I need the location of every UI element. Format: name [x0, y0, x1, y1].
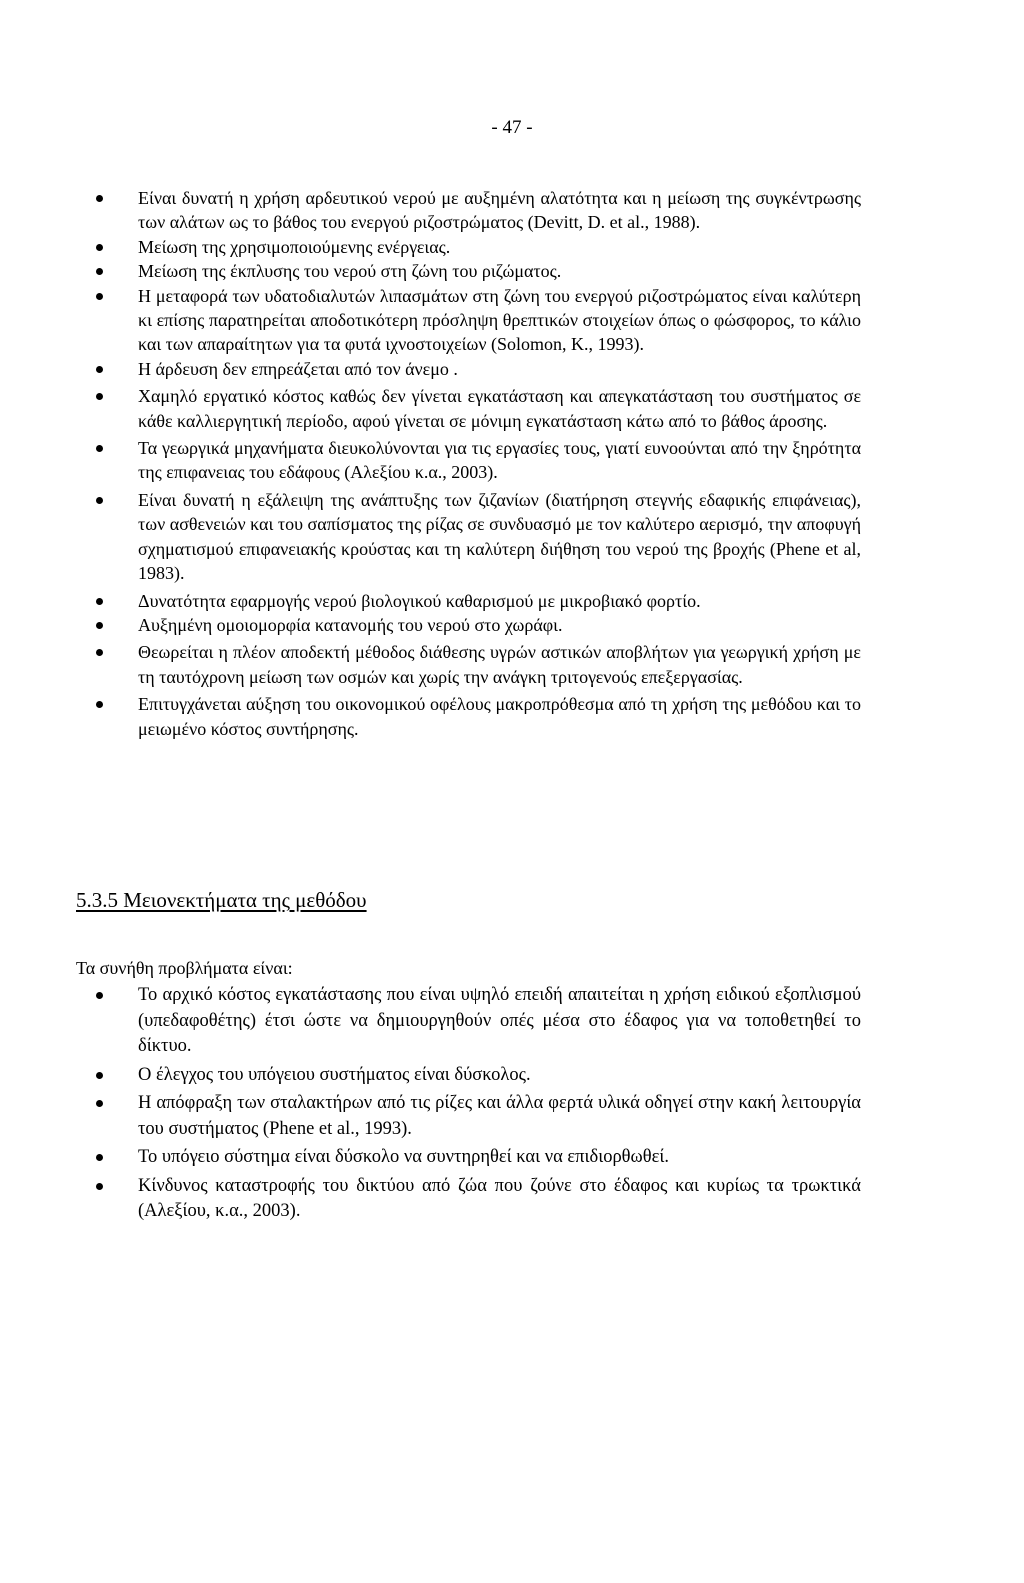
list-item-text: Ο έλεγχος του υπόγειου συστήματος είναι δύσκολος.: [138, 1064, 531, 1085]
bullet-icon: [96, 195, 103, 202]
list-item-text: Το αρχικό κόστος εγκατάστασης που είναι υψηλό επειδή απαιτείται η χρήση ειδικού εξοπλισμού (υπεδαφοθέτης) έτσι ώστε να δημιουργηθούν οπές μέσα στο έδαφος για να τοποθετηθεί το δίκτυο.: [138, 985, 861, 1056]
bullet-icon: [96, 598, 103, 605]
intro-text: Τα συνήθη προβλήματα είναι:: [76, 958, 293, 978]
list-item: [0, 436, 1024, 485]
bullet-icon: [96, 1072, 103, 1079]
list-item: [0, 692, 1024, 741]
list-item: [0, 1174, 1024, 1225]
list-item-text: Μείωση της χρησιμοποιούμενης ενέργειας.: [138, 236, 451, 257]
list-item-text: Μείωση της έκπλυσης του νερού στη ζώνη του ριζώματος.: [138, 261, 562, 282]
list-item-text: Κίνδυνος καταστροφής του δικτύου από ζώα που ζούνε στο έδαφος και κυρίως τα τρωκτικά (Αλεξίου, κ.α., 2003).: [138, 1175, 861, 1221]
list-item: [0, 284, 1024, 357]
bullet-icon: [96, 366, 103, 373]
list-item: [0, 640, 1024, 689]
list-item: [0, 357, 1024, 381]
list-item: [0, 488, 1024, 586]
list-item-text: Είναι δυνατή η χρήση αρδευτικού νερού με αυξημένη αλατότητα και η μείωση της συγκέντρωσης των αλάτων ως το βάθος του ενεργού ριζοστρώματος (Devitt, D. et al., 1988).: [138, 188, 861, 233]
list-item: [0, 384, 1024, 433]
list-item: [0, 235, 1024, 259]
disadvantages-list: [0, 983, 1024, 1225]
list-item: [0, 1145, 1024, 1171]
list-item-text: Το υπόγειο σύστημα είναι δύσκολο να συντηρηθεί και να επιδιορθωθεί.: [138, 1147, 669, 1167]
list-item: [0, 1063, 1024, 1089]
list-item-text: Θεωρείται η πλέον αποδεκτή μέθοδος διάθεσης υγρών αστικών αποβλήτων για γεωργική χρήση με τη ταυτόχρονη μείωση των οσμών και χωρίς την ανάγκη τριτογενούς επεξεργασίας.: [138, 642, 861, 687]
bullet-icon: [96, 1154, 103, 1161]
list-item-text: Η άρδευση δεν επηρεάζεται από τον άνεμο .: [138, 358, 458, 379]
list-item: [0, 983, 1024, 1060]
list-item: [0, 589, 1024, 613]
list-item: [0, 1091, 1024, 1142]
bullet-icon: [96, 293, 103, 300]
list-item-text: Δυνατότητα εφαρμογής νερού βιολογικού καθαρισμού με μικροβιακό φορτίο.: [138, 590, 701, 611]
bullet-icon: [96, 701, 103, 708]
section-heading: 5.3.5 Μειονεκτήματα της μεθόδου: [76, 888, 367, 912]
bullet-icon: [96, 992, 103, 999]
list-item: [0, 613, 1024, 637]
bullet-icon: [96, 1100, 103, 1107]
list-item-text: Χαμηλό εργατικό κόστος καθώς δεν γίνεται εγκατάσταση και απεγκατάσταση του συστήματος σε κάθε καλλιεργητική περίοδο, αφού γίνεται σε μόνιμη εγκατάσταση κάτω από το βάθος άροσης.: [138, 386, 861, 431]
bullet-icon: [96, 268, 103, 275]
list-item-text: Είναι δυνατή η εξάλειψη της ανάπτυξης των ζιζανίων (διατήρηση στεγνής εδαφικής επιφάνειας), των ασθενειών και του σαπίσματος της ρίζας σε συνδυασμό με τον καλύτερο αερισμό, την αποφυγή σχηματισμού επιφανειακής κρούστας και τη καλύτερη διήθηση του νερού της βροχής (Phene et al, 1983).: [138, 489, 861, 584]
bullet-icon: [96, 445, 103, 452]
list-item-text: Τα γεωργικά μηχανήματα διευκολύνονται για τις εργασίες τους, γιατί ευνοούνται από την ξηρότητα της επιφανειας του εδάφους (Αλεξίου κ.α., 2003).: [138, 438, 861, 483]
bullet-icon: [96, 497, 103, 504]
list-item: [0, 186, 1024, 235]
list-item: [0, 259, 1024, 283]
list-item-text: Η απόφραξη των σταλακτήρων από τις ρίζες και άλλα φερτά υλικά οδηγεί στην κακή λειτουργία του συστήματος (Phene et al., 1993).: [138, 1093, 861, 1139]
bullet-icon: [96, 622, 103, 629]
bullet-icon: [96, 649, 103, 656]
bullet-icon: [96, 393, 103, 400]
bullet-icon: [96, 1183, 103, 1190]
bullet-icon: [96, 244, 103, 251]
page-number: - 47 -: [491, 117, 533, 138]
list-item-text: Αυξημένη ομοιομορφία κατανομής του νερού στο χωράφι.: [138, 614, 563, 635]
list-item-text: Η μεταφορά των υδατοδιαλυτών λιπασμάτων στη ζώνη του ενεργού ριζοστρώματος είναι καλύτερη κι επίσης παρατηρείται αποδοτικότερη πρόσληψη θρεπτικών στοιχείων όπως ο φώσφορος, το κάλιο και των απαραίτητων για τα φυτά ιχνοστοιχείων (Solomon, K., 1993).: [138, 285, 861, 355]
list-item-text: Επιτυγχάνεται αύξηση του οικονομικού οφέλους μακροπρόθεσμα από τη χρήση της μεθόδου και το μειωμένο κόστος συντήρησης.: [138, 694, 861, 739]
advantages-list: [0, 186, 1024, 741]
